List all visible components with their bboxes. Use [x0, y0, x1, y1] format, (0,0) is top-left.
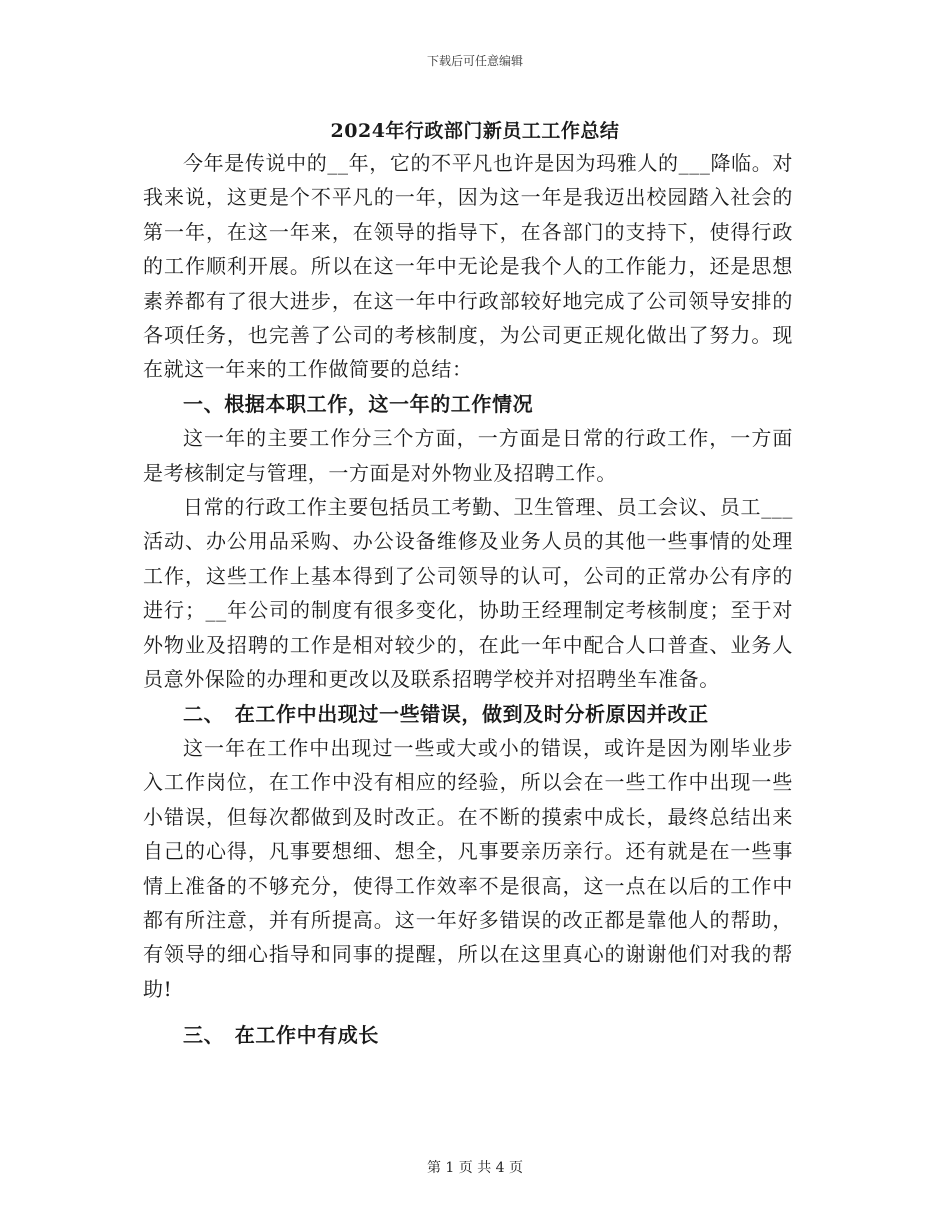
- section-2-paragraph-1: 这一年在工作中出现过一些或大或小的错误，或许是因为刚毕业步入工作岗位，在工作中没有相应的经验，所以会在一些工作中出现一些小错误，但每次都做到及时改正。在不断的摸索中成长，最终总结出来自己的心得，凡事要想细、想全，凡事要亲历亲行。还有就是在一些事情上准备的不够充分，使得工作效率不是很高，这一点在以后的工作中都有所注意，并有所提高。这一年好多错误的改正都是靠他人的帮助，有领导的细心指导和同事的提醒，所以在这里真心的谢谢他们对我的帮助!: [143, 735, 793, 1001]
- document-body: [143, 146, 793, 1053]
- section-1-paragraph-1: 这一年的主要工作分三个方面，一方面是日常的行政工作，一方面是考核制定与管理，一方面是对外物业及招聘工作。: [143, 426, 793, 485]
- page-header-note: 下载后可任意编辑: [426, 54, 523, 68]
- section-1-heading: 一、根据本职工作，这一年的工作情况: [183, 391, 534, 416]
- section-3-heading: 三、 在工作中有成长: [183, 1023, 379, 1048]
- section-2-heading: 二、 在工作中出现过一些错误，做到及时分析原因并改正: [183, 701, 709, 726]
- intro-paragraph: 今年是传说中的__年，它的不平凡也许是因为玛雅人的___降临。对我来说，这更是个不平凡的一年，因为这一年是我迈出校园踏入社会的第一年，在这一年来，在领导的指导下，在各部门的支持下，使得行政的工作顺利开展。所以在这一年中无论是我个人的工作能力，还是思想素养都有了很大进步，在这一年中行政部较好地完成了公司领导安排的各项任务，也完善了公司的考核制度，为公司更正规化做出了努力。现在就这一年来的工作做简要的总结：: [143, 151, 793, 382]
- section-1-paragraph-2: 日常的行政工作主要包括员工考勤、卫生管理、员工会议、员工___活动、办公用品采购、办公设备维修及业务人员的其他一些事情的处理工作，这些工作上基本得到了公司领导的认可，公司的正常办公有序的进行；__年公司的制度有很多变化，协助王经理制定考核制度；至于对外物业及招聘的工作是相对较少的，在此一年中配合人口普查、业务人员意外保险的办理和更改以及联系招聘学校并对招聘坐车准备。: [143, 495, 793, 692]
- page-number: 第 1 页 共 4 页: [426, 1160, 524, 1176]
- document-title: 2024年行政部门新员工工作总结: [330, 120, 620, 142]
